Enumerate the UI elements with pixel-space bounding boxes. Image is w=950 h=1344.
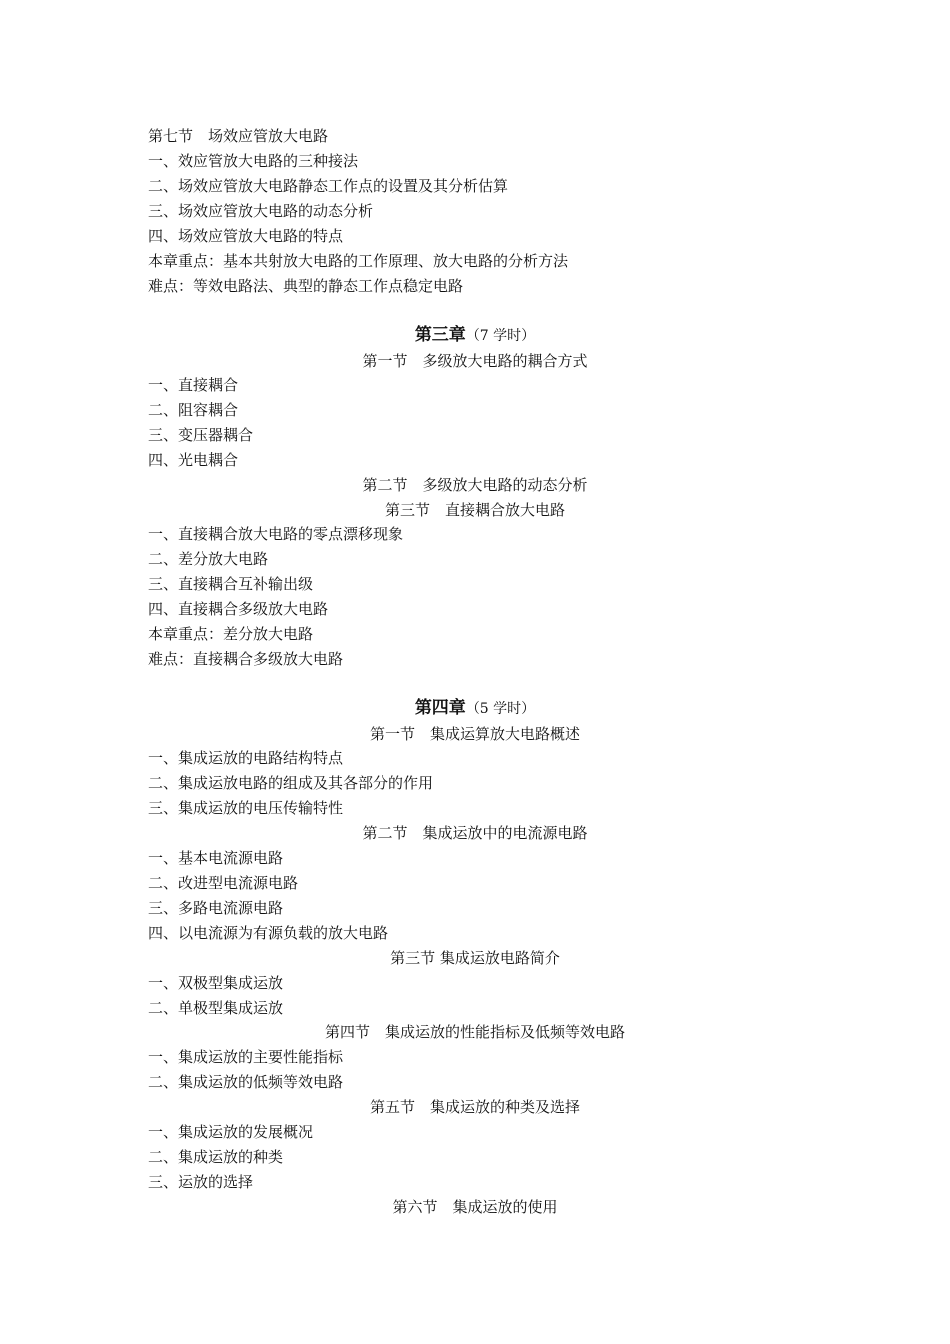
chapter-title: 第四章 xyxy=(414,698,466,718)
section-heading: 第四节 集成运放的性能指标及低频等效电路 xyxy=(324,1023,625,1041)
section-heading: 第一节 多级放大电路的耦合方式 xyxy=(362,352,588,370)
list-item: 三、多路电流源电路 xyxy=(148,899,284,917)
section-heading: 第二节 集成运放中的电流源电路 xyxy=(362,824,588,842)
key-points: 本章重点：基本共射放大电路的工作原理、放大电路的分析方法 xyxy=(148,252,569,270)
difficulties: 难点：等效电路法、典型的静态工作点稳定电路 xyxy=(148,277,464,295)
key-points: 本章重点：差分放大电路 xyxy=(148,625,314,643)
list-item: 四、直接耦合多级放大电路 xyxy=(148,600,329,618)
list-item: 一、直接耦合放大电路的零点漂移现象 xyxy=(148,525,404,543)
list-item: 三、场效应管放大电路的动态分析 xyxy=(148,202,374,220)
chapter-heading xyxy=(0,325,950,346)
list-item: 一、集成运放的主要性能指标 xyxy=(148,1048,344,1066)
list-item: 二、阻容耦合 xyxy=(148,401,239,419)
list-item: 一、基本电流源电路 xyxy=(148,849,284,867)
section-heading: 第二节 多级放大电路的动态分析 xyxy=(362,476,588,494)
section-heading: 第六节 集成运放的使用 xyxy=(392,1198,558,1216)
list-item: 二、集成运放电路的组成及其各部分的作用 xyxy=(148,774,434,792)
chapter-hours: （5 学时） xyxy=(465,701,536,717)
list-item: 四、以电流源为有源负载的放大电路 xyxy=(148,924,389,942)
list-item: 二、场效应管放大电路静态工作点的设置及其分析估算 xyxy=(148,177,509,195)
chapter-hours: （7 学时） xyxy=(465,328,536,344)
chapter-title: 第三章 xyxy=(414,325,466,345)
section-heading: 第五节 集成运放的种类及选择 xyxy=(369,1098,580,1116)
list-item: 三、变压器耦合 xyxy=(148,426,254,444)
list-item: 四、光电耦合 xyxy=(148,451,239,469)
list-item: 四、场效应管放大电路的特点 xyxy=(148,227,344,245)
list-item: 三、直接耦合互补输出级 xyxy=(148,575,314,593)
list-item: 二、单极型集成运放 xyxy=(148,999,284,1017)
section-heading: 第一节 集成运算放大电路概述 xyxy=(369,725,580,743)
list-item: 一、直接耦合 xyxy=(148,376,239,394)
list-item: 一、效应管放大电路的三种接法 xyxy=(148,152,359,170)
list-item: 二、差分放大电路 xyxy=(148,550,269,568)
chapter-heading xyxy=(0,698,950,719)
list-item: 一、双极型集成运放 xyxy=(148,974,284,992)
section-heading: 第三节 直接耦合放大电路 xyxy=(384,501,565,519)
section-heading: 第七节 场效应管放大电路 xyxy=(148,127,329,145)
difficulties: 难点：直接耦合多级放大电路 xyxy=(148,650,344,668)
list-item: 一、集成运放的电路结构特点 xyxy=(148,749,344,767)
section-heading: 第三节 集成运放电路简介 xyxy=(390,949,560,967)
list-item: 二、改进型电流源电路 xyxy=(148,874,299,892)
list-item: 三、运放的选择 xyxy=(148,1173,254,1191)
list-item: 三、集成运放的电压传输特性 xyxy=(148,799,344,817)
list-item: 二、集成运放的种类 xyxy=(148,1148,284,1166)
list-item: 二、集成运放的低频等效电路 xyxy=(148,1073,344,1091)
list-item: 一、集成运放的发展概况 xyxy=(148,1123,314,1141)
